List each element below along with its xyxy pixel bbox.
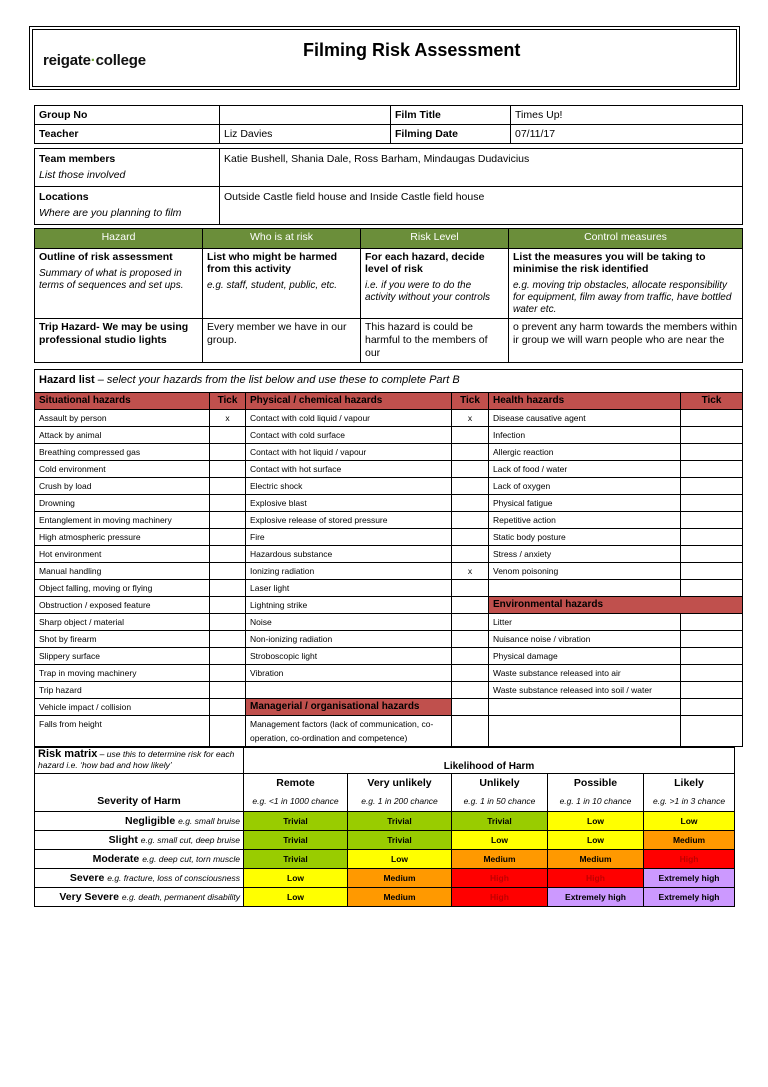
risk-cell: Medium: [452, 850, 548, 869]
situational-hazard-item: Sharp object / material: [35, 614, 210, 631]
filming-date-value[interactable]: 07/11/17: [511, 125, 743, 144]
risk-cell: Medium: [548, 850, 644, 869]
risk-cell: Low: [348, 850, 452, 869]
health-tick-header: Tick: [681, 393, 743, 410]
hazard-list-body: [35, 410, 743, 747]
situational-tick-cell[interactable]: [210, 563, 246, 580]
group-no-value[interactable]: [220, 106, 391, 125]
situational-hazard-item: Falls from height: [35, 716, 210, 747]
likelihood-likely: Likely: [644, 774, 735, 793]
likelihood-example-text: e.g. 1 in 50 chance: [463, 796, 536, 807]
physical-tick-cell[interactable]: [452, 529, 489, 546]
likelihood-remote: Remote: [244, 774, 348, 793]
film-title-label: Film Title: [391, 106, 511, 125]
control-title: List the measures you will be taking to minimise the risk identified: [513, 251, 706, 275]
hazard-list-row: [35, 410, 743, 427]
who-cell: [203, 249, 361, 319]
likelihood-example-text: e.g. 1 in 10 chance: [559, 796, 632, 807]
health-hazard-item: Venom poisoning: [489, 563, 681, 580]
who-hint: e.g. staff, student, public, etc.: [207, 280, 338, 291]
situational-hazard-item: Trip hazard: [35, 682, 210, 699]
row-hazard[interactable]: [35, 319, 203, 363]
physical-hazard-item: Ionizing radiation: [246, 563, 452, 580]
hazard-list-title-row: [35, 370, 743, 393]
likelihood-example: [452, 793, 548, 812]
environmental-hazard-item: Waste substance released into soil / water: [489, 682, 681, 699]
hazard-list-row: [35, 682, 743, 699]
health-hazard-item: Disease causative agent: [489, 410, 681, 427]
severity-negligible: [35, 812, 244, 831]
situational-hazard-item: Obstruction / exposed feature: [35, 597, 210, 614]
risk-matrix-title: Risk matrix: [38, 748, 98, 760]
situational-tick-cell[interactable]: [210, 512, 246, 529]
situational-header: Situational hazards: [35, 393, 210, 410]
physical-hazard-item: Electric shock: [246, 478, 452, 495]
row-hazard-text: Trip Hazard- We may be using professional studio lights: [39, 321, 189, 346]
health-empty-cell: [489, 580, 681, 597]
hazard-list-subtitle: – select your hazards from the list below and use these to complete Part B: [94, 374, 460, 386]
risk-matrix-row: [35, 869, 735, 888]
likelihood-spacer: [244, 748, 735, 760]
managerial-header: Managerial / organisational hazards: [246, 699, 452, 716]
team-members-hint: List those involved: [39, 169, 126, 181]
health-tick-cell[interactable]: [681, 495, 743, 512]
likelihood-example-text: e.g. <1 in 1000 chance: [252, 796, 339, 807]
physical-tick-cell[interactable]: x: [452, 410, 489, 427]
level-hint: i.e. if you were to do the activity without your controls: [365, 280, 491, 303]
severity-example-text: e.g. death, permanent disability: [121, 892, 240, 902]
hazard-list-table: [34, 369, 743, 747]
situational-tick-cell[interactable]: [210, 427, 246, 444]
who-header: Who is at risk: [203, 229, 361, 249]
who-title: List who might be harmed from this activity: [207, 251, 338, 275]
teacher-label: Teacher: [35, 125, 220, 144]
situational-hazard-item: Slippery surface: [35, 648, 210, 665]
hazard-list-row: [35, 461, 743, 478]
risk-matrix-body: [35, 812, 735, 907]
situational-tick-cell[interactable]: x: [210, 410, 246, 427]
filming-date-label: Filming Date: [391, 125, 511, 144]
logo-dot: ·: [90, 52, 96, 69]
health-tick-cell[interactable]: [681, 546, 743, 563]
situational-hazard-item: Manual handling: [35, 563, 210, 580]
health-hazard-item: Infection: [489, 427, 681, 444]
situational-hazard-item: Breathing compressed gas: [35, 444, 210, 461]
control-cell: [509, 249, 743, 319]
physical-hazard-item: Contact with hot surface: [246, 461, 452, 478]
health-tick-cell[interactable]: [681, 614, 743, 631]
hazard-list-title: Hazard list: [39, 374, 95, 386]
situational-hazard-item: Cold environment: [35, 461, 210, 478]
logo-text-1: reigate: [43, 52, 91, 69]
physical-tick-cell[interactable]: [452, 580, 489, 597]
risk-cell: Low: [644, 812, 735, 831]
environmental-hazard-item: Waste substance released into air: [489, 665, 681, 682]
situational-hazard-item: Crush by load: [35, 478, 210, 495]
situational-tick-cell[interactable]: [210, 546, 246, 563]
likelihood-example-text: e.g. 1 in 200 chance: [361, 796, 438, 807]
physical-tick-cell[interactable]: x: [452, 563, 489, 580]
physical-header: Physical / chemical hazards: [246, 393, 452, 410]
team-members-cell: [35, 149, 220, 187]
risk-matrix-row: [35, 888, 735, 907]
row-level[interactable]: This hazard is could be harmful to the members of our: [361, 319, 509, 363]
likelihood-label: Likelihood of Harm: [244, 760, 735, 774]
risk-cell: Medium: [348, 888, 452, 907]
physical-hazard-item: Contact with hot liquid / vapour: [246, 444, 452, 461]
risk-matrix-table: [34, 747, 735, 907]
situational-hazard-item: High atmospheric pressure: [35, 529, 210, 546]
health-hazard-item: Lack of oxygen: [489, 478, 681, 495]
situational-hazard-item: Hot environment: [35, 546, 210, 563]
risk-cell: High: [452, 869, 548, 888]
group-no-label: Group No: [35, 106, 220, 125]
hazard-list-row: [35, 529, 743, 546]
risk-cell: Low: [244, 888, 348, 907]
environmental-hazard-item: Physical damage: [489, 648, 681, 665]
info-table: [34, 105, 743, 144]
row-control[interactable]: o prevent any harm towards the members within ir group we will warn people who are near the: [509, 319, 743, 363]
hazard-list-row: [35, 444, 743, 461]
risk-cell: Trivial: [244, 831, 348, 850]
situational-tick-cell[interactable]: [210, 529, 246, 546]
risk-level-header: Risk Level: [361, 229, 509, 249]
situational-tick-header: Tick: [210, 393, 246, 410]
environmental-header: Environmental hazards: [489, 597, 743, 614]
severity-example-text: e.g. small cut, deep bruise: [140, 835, 240, 845]
team-members-label: Team members: [39, 153, 116, 165]
severity-label-text: Slight: [108, 834, 138, 846]
physical-tick-cell[interactable]: [452, 614, 489, 631]
situational-tick-cell[interactable]: [210, 682, 246, 699]
control-header: Control measures: [509, 229, 743, 249]
physical-hazard-item: Contact with cold liquid / vapour: [246, 410, 452, 427]
severity-very-severe: [35, 888, 244, 907]
physical-hazard-item: Vibration: [246, 665, 452, 682]
outline-title: Outline of risk assessment: [39, 251, 173, 263]
physical-tick-cell[interactable]: [452, 546, 489, 563]
physical-hazard-item: Explosive blast: [246, 495, 452, 512]
severity-label: Severity of Harm: [35, 774, 244, 812]
severity-severe: [35, 869, 244, 888]
hazard-list-row: [35, 597, 743, 614]
physical-hazard-item: Lightning strike: [246, 597, 452, 614]
severity-example-text: e.g. small bruise: [178, 816, 240, 826]
document-header: [29, 26, 740, 90]
health-tick-cell[interactable]: [681, 512, 743, 529]
locations-value[interactable]: Outside Castle field house and Inside Castle field house: [220, 187, 743, 225]
physical-hazard-item: Laser light: [246, 580, 452, 597]
likelihood-very-unlikely: Very unlikely: [348, 774, 452, 793]
severity-label-text: Moderate: [92, 853, 140, 865]
health-tick-cell[interactable]: [681, 716, 743, 747]
hazard-list-row: [35, 665, 743, 682]
hazard-list-row: [35, 563, 743, 580]
physical-hazard-item: Noise: [246, 614, 452, 631]
situational-tick-cell[interactable]: [210, 648, 246, 665]
health-tick-cell[interactable]: [681, 580, 743, 597]
physical-hazard-item: Explosive release of stored pressure: [246, 512, 452, 529]
situational-tick-cell[interactable]: [210, 461, 246, 478]
risk-cell: Medium: [348, 869, 452, 888]
physical-tick-cell[interactable]: [452, 495, 489, 512]
logo-text-2: college: [95, 52, 146, 69]
risk-cell: Trivial: [452, 812, 548, 831]
risk-cell: High: [644, 850, 735, 869]
health-hazard-item: Lack of food / water: [489, 461, 681, 478]
film-title-value[interactable]: Times Up!: [511, 106, 743, 125]
health-tick-cell[interactable]: [681, 631, 743, 648]
level-cell: [361, 249, 509, 319]
risk-matrix-row: [35, 831, 735, 850]
risk-cell: Trivial: [348, 812, 452, 831]
situational-tick-cell[interactable]: [210, 478, 246, 495]
situational-hazard-item: Object falling, moving or flying: [35, 580, 210, 597]
hazard-list-row: [35, 546, 743, 563]
risk-cell: High: [548, 869, 644, 888]
health-empty-cell: [489, 716, 681, 747]
situational-tick-cell[interactable]: [210, 614, 246, 631]
likelihood-unlikely: Unlikely: [452, 774, 548, 793]
risk-cell: Low: [548, 831, 644, 850]
likelihood-example-text: e.g. >1 in 3 chance: [652, 796, 726, 807]
risk-cell: Trivial: [244, 812, 348, 831]
risk-cell: Medium: [644, 831, 735, 850]
physical-tick-cell[interactable]: [452, 665, 489, 682]
health-tick-cell[interactable]: [681, 444, 743, 461]
physical-tick-cell[interactable]: [452, 597, 489, 614]
risk-cell: Low: [452, 831, 548, 850]
health-tick-cell[interactable]: [681, 529, 743, 546]
risk-cell: Low: [548, 812, 644, 831]
team-table: [34, 148, 743, 225]
teacher-value[interactable]: Liz Davies: [220, 125, 391, 144]
hazard-list-row: [35, 699, 743, 716]
severity-label-text: Very Severe: [59, 891, 119, 903]
risk-cell: Trivial: [348, 831, 452, 850]
severity-label-text: Severe: [69, 872, 105, 884]
hazard-list-row: [35, 427, 743, 444]
situational-hazard-item: Entanglement in moving machinery: [35, 512, 210, 529]
health-hazard-item: Stress / anxiety: [489, 546, 681, 563]
health-tick-cell[interactable]: [681, 699, 743, 716]
situational-tick-cell[interactable]: [210, 699, 246, 716]
physical-hazard-item: Hazardous substance: [246, 546, 452, 563]
health-hazard-item: Allergic reaction: [489, 444, 681, 461]
hazard-list-row: [35, 648, 743, 665]
locations-cell: [35, 187, 220, 225]
physical-hazard-item: Fire: [246, 529, 452, 546]
locations-hint: Where are you planning to film: [39, 207, 182, 219]
health-tick-cell[interactable]: [681, 410, 743, 427]
physical-hazard-item: Stroboscopic light: [246, 648, 452, 665]
situational-hazard-item: Drowning: [35, 495, 210, 512]
risk-matrix-row: [35, 812, 735, 831]
health-hazard-item: Static body posture: [489, 529, 681, 546]
level-title: For each hazard, decide level of risk: [365, 251, 485, 275]
hazard-list-row: [35, 614, 743, 631]
health-hazard-item: Repetitive action: [489, 512, 681, 529]
situational-tick-cell[interactable]: [210, 631, 246, 648]
situational-hazard-item: Trap in moving machinery: [35, 665, 210, 682]
health-tick-cell[interactable]: [681, 478, 743, 495]
health-tick-cell[interactable]: [681, 461, 743, 478]
physical-empty-cell: [246, 682, 452, 699]
physical-tick-cell[interactable]: [452, 648, 489, 665]
physical-tick-cell[interactable]: [452, 631, 489, 648]
physical-tick-cell[interactable]: [452, 444, 489, 461]
risk-matrix-title-cell: [35, 748, 244, 774]
risk-cell: Trivial: [244, 850, 348, 869]
risk-cell: Extremely high: [644, 888, 735, 907]
page-title: Filming Risk Assessment: [303, 40, 521, 60]
hazard-list-row: [35, 495, 743, 512]
health-tick-cell[interactable]: [681, 682, 743, 699]
severity-label-text: Negligible: [125, 815, 176, 827]
likelihood-example: [548, 793, 644, 812]
reigate-college-logo: [43, 52, 146, 69]
control-hint: e.g. moving trip obstacles, allocate responsibility for equipment, film away from traffic, have bottled water etc.: [513, 280, 732, 315]
risk-matrix-row: [35, 850, 735, 869]
situational-tick-cell[interactable]: [210, 495, 246, 512]
team-members-value[interactable]: Katie Bushell, Shania Dale, Ross Barham, Mindaugas Dudavicius: [220, 149, 743, 187]
hazard-list-row: [35, 478, 743, 495]
hazard-list-row: [35, 580, 743, 597]
likelihood-example: [244, 793, 348, 812]
severity-example-text: e.g. fracture, loss of consciousness: [107, 873, 240, 883]
health-tick-cell[interactable]: [681, 563, 743, 580]
outline-hint: Summary of what is proposed in terms of sequences and set ups.: [39, 268, 184, 291]
situational-tick-cell[interactable]: [210, 716, 246, 747]
header-frame: [32, 29, 737, 87]
situational-hazard-item: Vehicle impact / collision: [35, 699, 210, 716]
hazard-list-row: [35, 716, 743, 747]
physical-hazard-item: Contact with cold surface: [246, 427, 452, 444]
health-tick-cell[interactable]: [681, 648, 743, 665]
hazard-header: Hazard: [35, 229, 203, 249]
situational-tick-cell[interactable]: [210, 580, 246, 597]
managerial-item-tick-cell[interactable]: [452, 716, 489, 747]
risk-cell: High: [452, 888, 548, 907]
situational-hazard-item: Assault by person: [35, 410, 210, 427]
health-tick-cell[interactable]: [681, 427, 743, 444]
physical-tick-cell[interactable]: [452, 512, 489, 529]
risk-matrix-hint: – use this to determine risk for each hazard i.e. ‘how bad and how likely’: [38, 749, 235, 770]
situational-hazard-item: Attack by animal: [35, 427, 210, 444]
environmental-hazard-item: Litter: [489, 614, 681, 631]
situational-tick-cell[interactable]: [210, 665, 246, 682]
environmental-hazard-item: Nuisance noise / vibration: [489, 631, 681, 648]
likelihood-possible: Possible: [548, 774, 644, 793]
locations-label: Locations: [39, 191, 89, 203]
health-hazard-item: Physical fatigue: [489, 495, 681, 512]
health-header: Health hazards: [489, 393, 681, 410]
health-empty-cell: [489, 699, 681, 716]
outline-cell: [35, 249, 203, 319]
physical-hazard-item: Non-ionizing radiation: [246, 631, 452, 648]
physical-empty-tick[interactable]: [452, 682, 489, 699]
hazard-list-row: [35, 631, 743, 648]
situational-tick-cell[interactable]: [210, 597, 246, 614]
hazard-list-row: [35, 512, 743, 529]
hazard-assessment-table: [34, 228, 743, 363]
likelihood-example: [348, 793, 452, 812]
likelihood-example: [644, 793, 735, 812]
severity-example-text: e.g. deep cut, torn muscle: [142, 854, 240, 864]
row-who[interactable]: Every member we have in our group.: [203, 319, 361, 363]
managerial-hazard-item: Management factors (lack of communication, co-operation, co-ordination and competence): [246, 716, 452, 747]
situational-hazard-item: Shot by firearm: [35, 631, 210, 648]
severity-moderate: [35, 850, 244, 869]
risk-cell: Extremely high: [644, 869, 735, 888]
physical-tick-cell[interactable]: [452, 478, 489, 495]
physical-tick-header: Tick: [452, 393, 489, 410]
severity-slight: [35, 831, 244, 850]
physical-tick-cell[interactable]: [452, 427, 489, 444]
health-tick-cell[interactable]: [681, 665, 743, 682]
risk-cell: Low: [244, 869, 348, 888]
situational-tick-cell[interactable]: [210, 444, 246, 461]
managerial-tick-cell[interactable]: [452, 699, 489, 716]
physical-tick-cell[interactable]: [452, 461, 489, 478]
risk-cell: Extremely high: [548, 888, 644, 907]
